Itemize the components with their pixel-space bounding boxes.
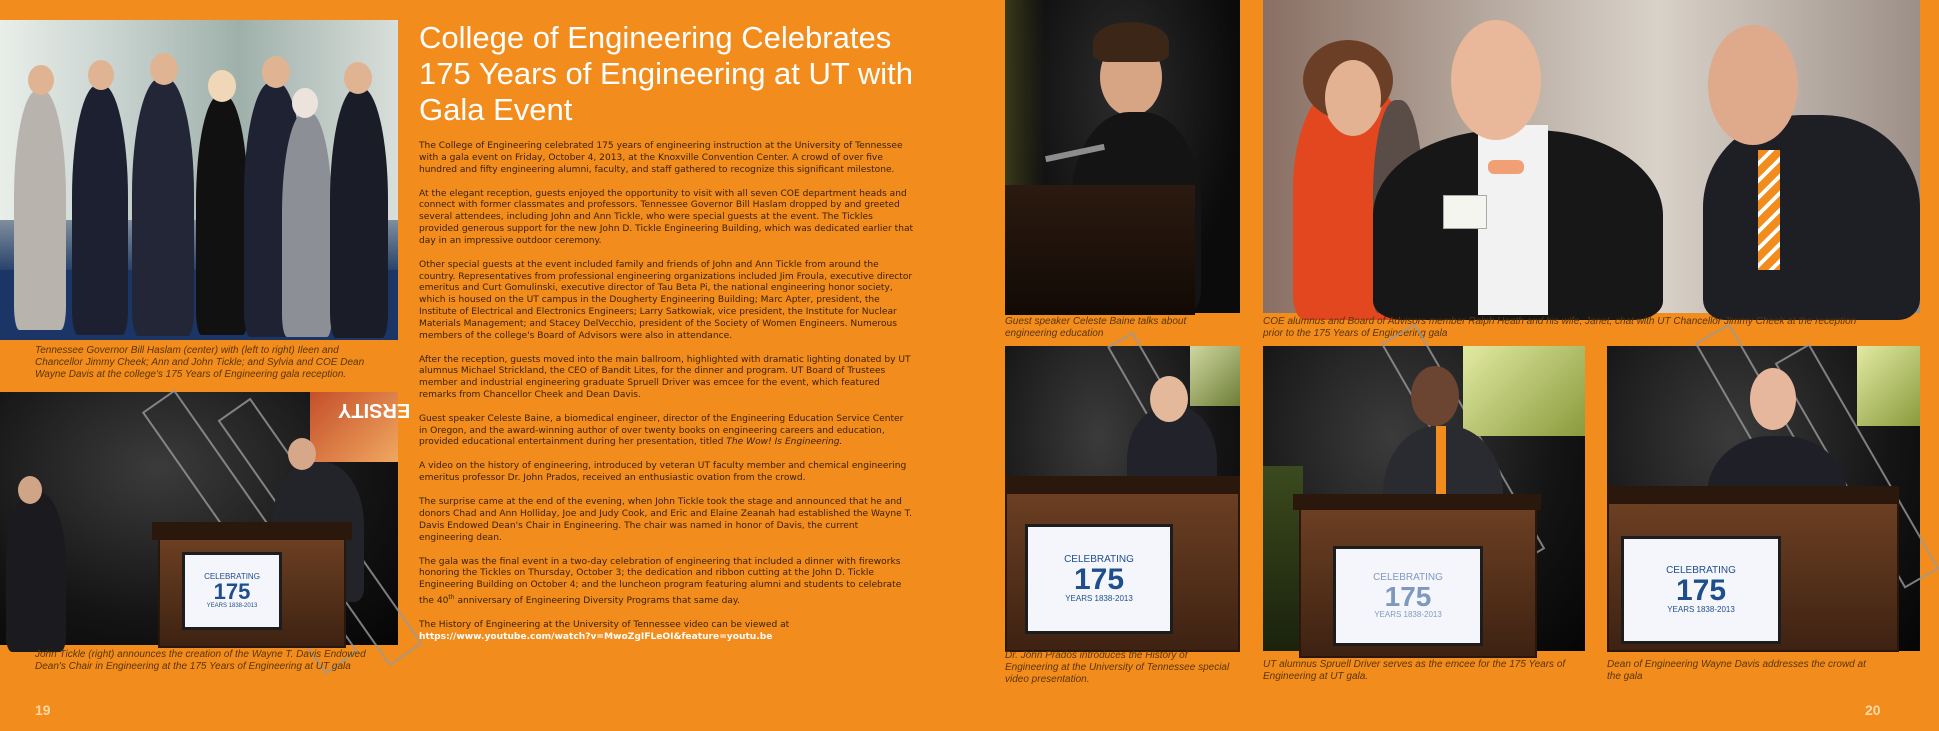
caption-prados: Dr. John Prados introduces the History of Engineering at the University of Tennessee special video presentation.: [1005, 650, 1230, 685]
article-body: [419, 141, 914, 656]
caption-davis: Dean of Engineering Wayne Davis addresses the crowd at the gala: [1607, 659, 1866, 682]
logo-175: CELEBRATING 175 YEARS 1838-2013: [1666, 565, 1736, 614]
caption-driver: UT alumnus Spruell Driver serves as the emcee for the 175 Years of Engineering at UT gala.: [1263, 659, 1566, 682]
caption-baine: Guest speaker Celeste Baine talks about engineering education: [1005, 316, 1187, 339]
photo-john-prados: [1005, 346, 1240, 651]
paragraph: The History of Engineering at the University of Tennessee video can be viewed at https://www.youtube.com/watch?v=MwoZgIFLeOI&feature=youtu.be: [419, 620, 790, 642]
paragraph: The College of Engineering celebrated 175 years of engineering instruction at the University of Tennessee with a gala event on Friday, October 4, 2013, at the Knoxville Convention Center. A crowd of over five hundred and fifty engineering alumni, faculty, and staff gathered to recognize this significant milestone.: [419, 141, 903, 175]
photo-spruell-driver: [1263, 346, 1585, 651]
caption-governor: Tennessee Governor Bill Haslam (center) with (left to right) Ileen and Chancellor Jimmy Cheek; Ann and John Tickle; and Sylvia and COE Dean Wayne Davis at the college's 175 Years of Engineering gala reception.: [35, 345, 365, 380]
paragraph: After the reception, guests moved into the main ballroom, highlighted with dramatic lighting donated by UT alumnus Michael Strickland, the CEO of Bandit Lites, for the dinner and program. UT Board of Trustees member and industrial engineering graduate Spruell Driver was emcee for the event, which featured remarks from Chancellor Cheek and Dean Davis.: [419, 354, 911, 400]
paragraph: The surprise came at the end of the evening, when John Tickle took the stage and announced that he and donors Chad and Ann Holliday, Joe and Judy Cook, and Eric and Elaine Zeanah had established the Wayne T. Davis Endowed Dean's Chair in Engineering. The chair was named in honor of Davis, the current engineering dean.: [419, 497, 913, 543]
paragraph: Other special guests at the event included family and friends of John and Ann Tickle from around the country. Representatives from professional engineering organizations included Jim Froula, executive director emeritus and Curt Gomulinski, executive director of Tau Beta Pi, the national engineering honor society, which is housed on the UT campus in the Dougherty Engineering Building; Marc Apter, president, the Institute of Electrical and Electronics Engineers; Larry Satkowiak, vice president, the Institute for Nuclear Materials Management; and Stacey DelVecchio, president of the Society of Women Engineers. Numerous members of the college's Board of Advisors were also in attendance.: [419, 259, 913, 341]
page-number-left: 19: [35, 702, 51, 718]
caption-tickle: John Tickle (right) announces the creation of the Wayne T. Davis Endowed Dean's Chair in Engineering at the 175 Years of Engineering at UT gala: [35, 649, 366, 672]
photo-wayne-davis: [1607, 346, 1920, 651]
caption-heath: COE alumnus and Board of Advisors member Ralph Heath and his wife, Janet, chat with UT Chancellor Jimmy Cheek at the reception prior to the 175 Years of Engineering gala: [1263, 316, 1857, 339]
logo-175: CELEBRATING 175 YEARS 1838-2013: [1064, 554, 1134, 603]
page-number-right: 20: [1865, 702, 1881, 718]
photo-john-tickle: [0, 392, 411, 645]
photo-celeste-baine: [1005, 0, 1240, 313]
paragraph: A video on the history of engineering, introduced by veteran UT faculty member and chemical engineering emeritus professor Dr. John Prados, received an enthusiastic ovation from the crowd.: [419, 461, 907, 484]
logo-175: CELEBRATING 175 YEARS 1838-2013: [1373, 572, 1443, 619]
logo-175: CELEBRATING 175 YEARS 1838-2013: [204, 572, 260, 609]
article-title: College of Engineering Celebrates 175 Years of Engineering at UT with Gala Event: [419, 20, 914, 127]
photo-ralph-heath: [1263, 0, 1920, 313]
paragraph: Guest speaker Celeste Baine, a biomedical engineer, director of the Engineering Education Service Center in Oregon, and the award-winning author of over twenty books on engineering careers and education, provided educational entertainment during her presentation, titled The Wow! Is Engineering.: [419, 413, 904, 448]
paragraph: At the elegant reception, guests enjoyed the opportunity to visit with all seven COE department heads and connect with former classmates and professors. Tennessee Governor Bill Haslam dropped by and greeted several attendees, including John and Ann Tickle, who were special guests at the event. The Tickles provided generous support for the new John D. Tickle Engineering Building, which was dedicated earlier that day in an impressive outdoor ceremony.: [419, 188, 914, 246]
paragraph: The gala was the final event in a two-day celebration of engineering that included a dinner with fireworks honoring the Tickles on Thursday, October 3; the dedication and ribbon cutting at the John D. Tickle Engineering Building on October 4; and the luncheon program featuring alumni and students to celebrate the 40th anniversary of Engineering Diversity Programs that same day.: [419, 556, 902, 607]
podium-banner-text: ERSITY: [338, 399, 411, 421]
photo-group-governor: [0, 20, 398, 340]
youtube-link[interactable]: https://www.youtube.com/watch?v=MwoZgIFLeOI&feature=youtu.be: [419, 631, 773, 642]
